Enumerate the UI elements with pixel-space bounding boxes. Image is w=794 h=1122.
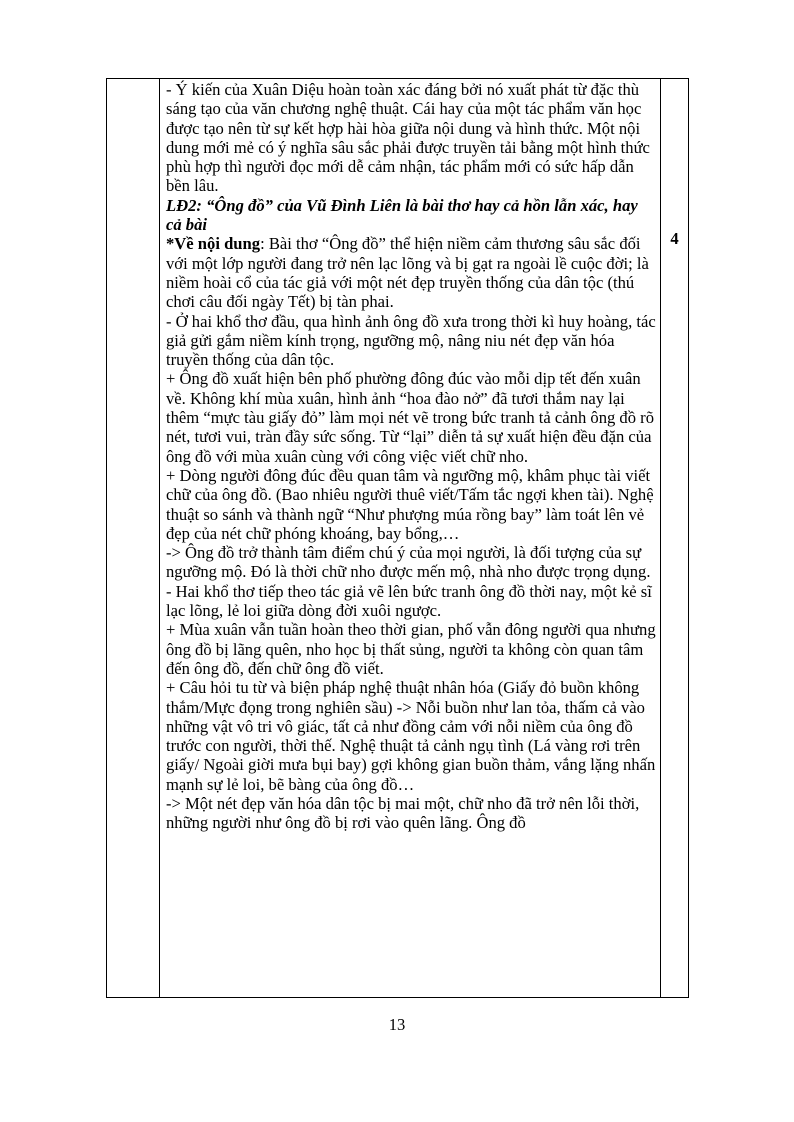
paragraph-rhetoric: + Câu hỏi tu từ và biện pháp nghệ thuật nhân hóa (Giấy đỏ buồn không thắm/Mực đọng trong nghiên sầu) -> Nỗi buồn như lan tỏa, thấm cả vào những vật vô tri vô giác, tất cả như đồng cảm với nỗi niềm của ông đồ trước con người, thời thế. Nghệ thuật tả cảnh ngụ tình (Lá vàng rơi trên giấy/ Ngoài giời mưa bụi bay) gợi không gian buồn thảm, vắng lặng nhấn mạnh sự lẻ loi, bẽ bàng của ông đồ… [166,678,656,794]
table-right-border [688,78,689,998]
paragraph-spring-cycle: + Mùa xuân vẫn tuần hoàn theo thời gian, phố vẫn đông người qua nhưng ông đồ bị lãng quên, nho học bị thất sủng, người ta không còn quan tâm đến ông đồ, đến chữ ông đồ viết. [166,620,656,678]
paragraph-content-intro [166,234,656,311]
content-text: : Bài thơ “Ông đồ” thể hiện niềm cảm thương sâu sắc đối với một lớp người đang trở nên lạc lõng và bị gạt ra ngoài lề cuộc đời; là niềm hoài cổ của tác giả với một nét đẹp truyền thống của dân tộc (thú chơi câu đối ngày Tết) bị tàn phai. [166,234,649,312]
table-bottom-border [106,997,689,998]
table-left-border [106,78,107,998]
paragraph-ong-do-appears: + Ông đồ xuất hiện bên phố phường đông đúc vào mỗi dịp tết đến xuân về. Không khí mùa xuân, hình ảnh “hoa đào nở” đã tươi thắm nay lại thêm “mực tàu giấy đỏ” làm mọi nét vẽ trong bức tranh tả cảnh ông đồ rõ nét, tươi vui, tràn đầy sức sống. Từ “lại” diễn tả sự xuất hiện đều đặn của ông đồ với mùa xuân cùng với công việc viết chữ nho. [166,369,655,466]
ld2-heading: LĐ2: “Ông đồ” của Vũ Đình Liên là bài thơ hay cả hồn lẫn xác, hay cả bài [166,195,638,235]
paragraph-xuan-dieu: - Ý kiến của Xuân Diệu hoàn toàn xác đáng bởi nó xuất phát từ đặc thù sáng tạo của văn chương nghệ thuật. Cái hay của một tác phẩm văn học được tạo nên từ sự kết hợp hài hòa giữa nội dung và hình thức. Một nội dung mới mẻ có ý nghĩa sâu sắc phải được truyền tải bằng một hình thức phù hợp thì người đọc mới dễ cảm nhận, tác phẩm mới có sức hấp dẫn bền lâu. [166,80,650,196]
page-number: 13 [388,1015,406,1034]
column-divider-1 [159,78,160,998]
paragraph-crowd-admires: + Dòng người đông đúc đều quan tâm và ngưỡng mộ, khâm phục tài viết chữ của ông đồ. (Bao nhiêu người thuê viết/Tấm tắc ngợi khen tài). Nghệ thuật so sánh và thành ngữ “Như phượng múa rồng bay” làm toát lên vẻ đẹp của nét chữ phóng khoáng, bay bổng,… [166,465,654,543]
paragraph-conclusion-2: -> Một nét đẹp văn hóa dân tộc bị mai một, chữ nho đã trở nên lỗi thời, những người như ông đồ bị rơi vào quên lãng. Ông đồ [166,793,640,833]
table-top-border [106,78,689,79]
paragraph-first-stanzas: - Ở hai khổ thơ đầu, qua hình ảnh ông đồ xưa trong thời kì huy hoàng, tác giả gửi gắm niềm kính trọng, ngưỡng mộ, nâng niu nét đẹp văn hóa truyền thống của dân tộc. [166,311,656,370]
column-divider-2 [660,78,661,998]
paragraph-next-stanzas: - Hai khổ thơ tiếp theo tác giả vẽ lên bức tranh ông đồ thời nay, một kẻ sĩ lạc lõng, lẻ loi giữa dòng đời xuôi ngược. [166,581,652,621]
paragraph-conclusion-1: -> Ông đồ trở thành tâm điểm chú ý của mọi người, là đối tượng của sự ngưỡng mộ. Đó là thời chữ nho được mến mộ, nhà nho được trọng dụng. [166,543,651,582]
content-label: *Về nội dung [166,234,261,254]
answer-content [166,80,656,833]
score-value: 4 [670,229,679,248]
